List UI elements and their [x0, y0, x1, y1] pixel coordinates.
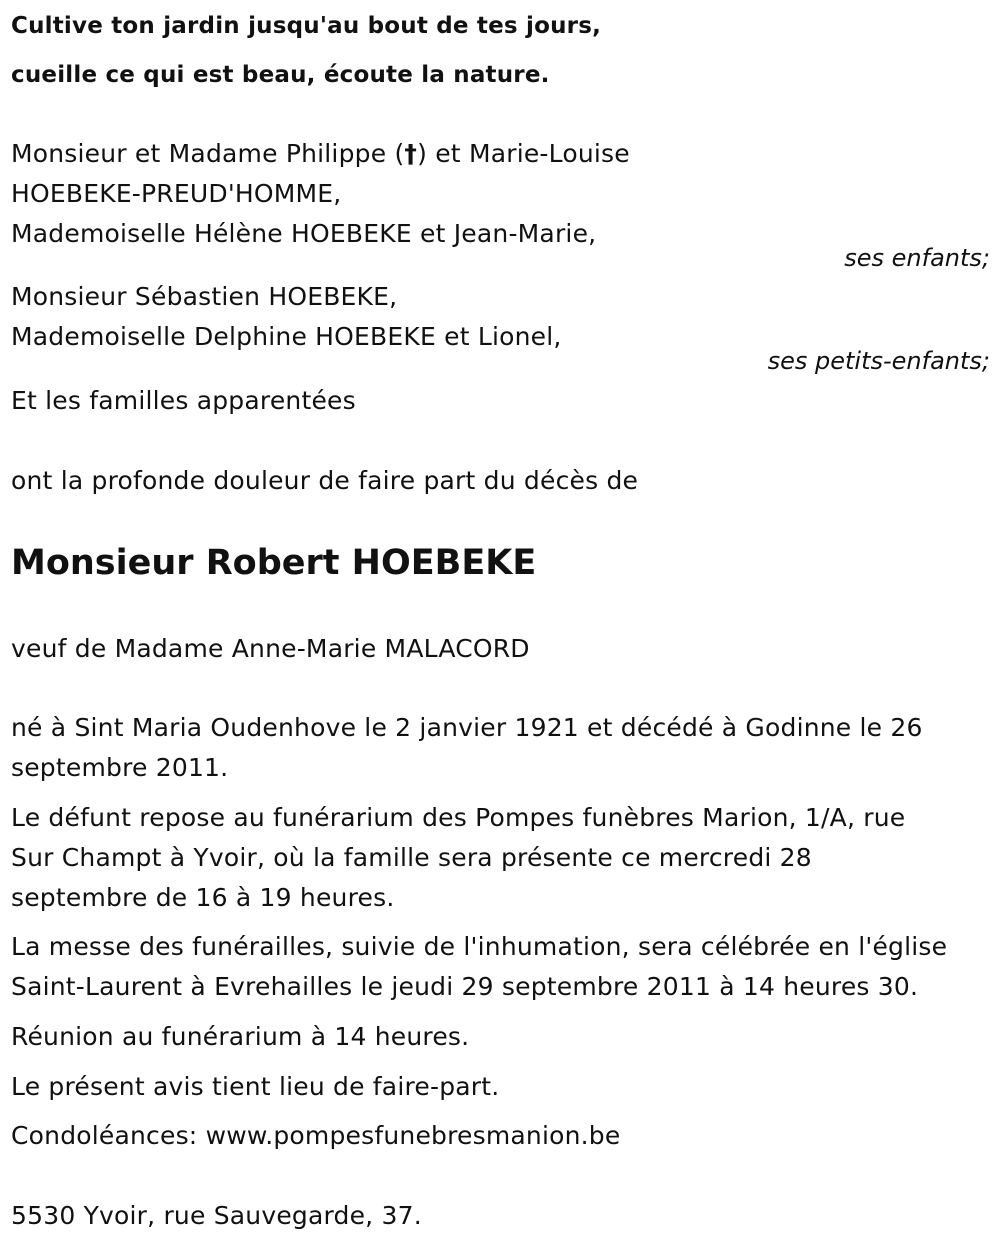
address-line: 5530 Yvoir, rue Sauvegarde, 37.: [11, 1201, 422, 1230]
meeting-line: Réunion au funérarium à 14 heures.: [11, 1022, 470, 1051]
announcement-line: ont la profonde douleur de faire part du décès de: [11, 466, 639, 495]
cross-icon: †: [404, 139, 418, 168]
children-line-1-end: ) et Marie-Louise: [417, 139, 630, 168]
birth-death-line-1: né à Sint Maria Oudenhove le 2 janvier 1921 et décédé à Godinne le 26: [11, 713, 923, 742]
repose-line-2: Sur Champt à Yvoir, où la famille sera présente ce mercredi 28: [11, 843, 812, 872]
widower-line: veuf de Madame Anne-Marie MALACORD: [11, 634, 530, 663]
families-line: Et les familles apparentées: [11, 386, 356, 415]
children-line-3: Mademoiselle Hélène HOEBEKE et Jean-Marie,: [11, 219, 597, 248]
grandchildren-role: ses petits-enfants;: [767, 347, 990, 375]
children-role: ses enfants;: [844, 244, 990, 272]
grandchildren-line-2: Mademoiselle Delphine HOEBEKE et Lionel,: [11, 322, 562, 351]
children-line-1-start: Monsieur et Madame Philippe (: [11, 139, 405, 168]
mass-line-1: La messe des funérailles, suivie de l'inhumation, sera célébrée en l'église: [11, 932, 948, 961]
mass-line-2: Saint-Laurent à Evrehailles le jeudi 29 septembre 2011 à 14 heures 30.: [11, 972, 919, 1001]
grandchildren-line-1: Monsieur Sébastien HOEBEKE,: [11, 282, 398, 311]
repose-line-3: septembre de 16 à 19 heures.: [11, 883, 395, 912]
condolences-line: Condoléances: www.pompesfunebresmanion.be: [11, 1121, 621, 1150]
notice-line: Le présent avis tient lieu de faire-part.: [11, 1072, 500, 1101]
verse-line-2: cueille ce qui est beau, écoute la nature.: [11, 62, 550, 88]
birth-death-line-2: septembre 2011.: [11, 753, 229, 782]
children-line-2: HOEBEKE-PREUD'HOMME,: [11, 179, 342, 208]
repose-line-1: Le défunt repose au funérarium des Pompes funèbres Marion, 1/A, rue: [11, 803, 906, 832]
children-line-1: [11, 134, 630, 174]
deceased-name: Monsieur Robert HOEBEKE: [11, 543, 537, 583]
verse-line-1: Cultive ton jardin jusqu'au bout de tes jours,: [11, 13, 602, 39]
